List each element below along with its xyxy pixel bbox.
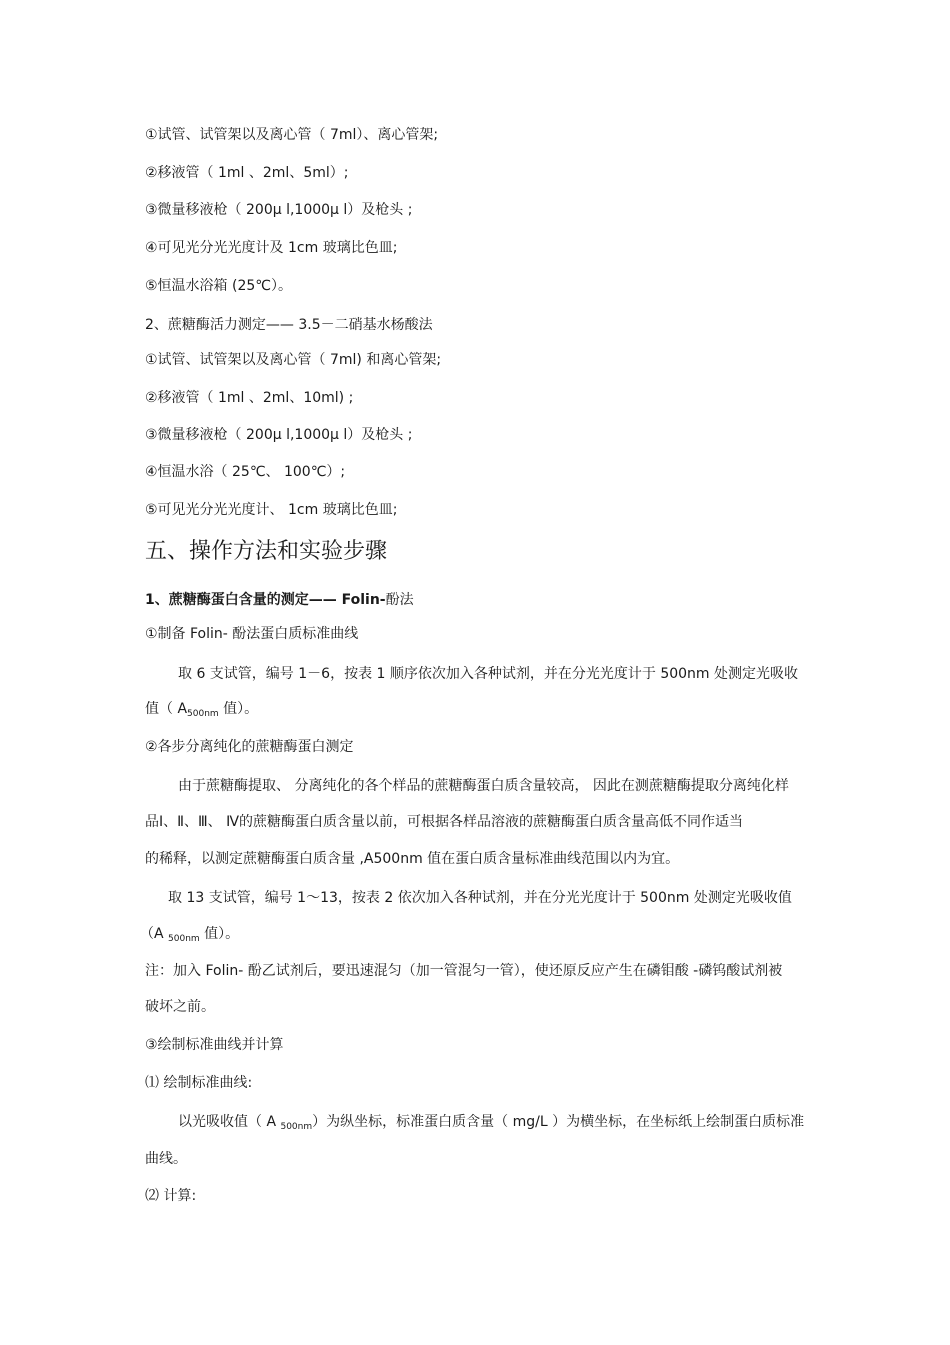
step-2-p2-line-2-sub: 500nm bbox=[168, 934, 200, 944]
step-3-1-title: ⑴ 绘制标准曲线: bbox=[145, 1075, 253, 1091]
list1-item-5: ⑤恒温水浴箱 (25℃）。 bbox=[145, 278, 292, 294]
step-2-paragraph-line-3: 的稀释，以测定蔗糖酶蛋白质含量 ,A500nm 值在蛋白质含量标准曲线范围以内为宜。 bbox=[145, 851, 680, 867]
list2-item-4: ④恒温水浴（ 25℃、 100℃）; bbox=[145, 464, 346, 480]
subsection-1-prefix: 1、蔗糖酶蛋白含量的测定—— bbox=[145, 592, 342, 608]
step-2-paragraph2-line-2 bbox=[140, 924, 239, 944]
step-2-title: ②各步分离纯化的蔗糖酶蛋白测定 bbox=[145, 739, 354, 755]
step-2-p2-line-2-pre: （A bbox=[140, 926, 169, 942]
step-3-1-paragraph-line-2: 曲线。 bbox=[145, 1151, 187, 1167]
step-2-paragraph-line-2: 品Ⅰ、Ⅱ、Ⅲ、 Ⅳ的蔗糖酶蛋白质含量以前，可根据各样品溶液的蔗糖酶蛋白质含量高低不同作适当 bbox=[145, 814, 744, 830]
step-2-p2-line-2-post: 值）。 bbox=[199, 926, 240, 942]
step-3-2-title: ⑵ 计算: bbox=[145, 1188, 197, 1204]
step-3-title: ③绘制标准曲线并计算 bbox=[145, 1037, 284, 1053]
list1-item-2: ②移液管（ 1ml 、2ml、5ml）; bbox=[145, 165, 349, 181]
note-line-1: 注：加入 Folin- 酚乙试剂后，要迅速混匀（加一管混匀一管），使还原反应产生在磷钼酸 -磷钨酸试剂被 bbox=[145, 963, 783, 979]
step-1-title: ①制备 Folin- 酚法蛋白质标准曲线 bbox=[145, 626, 359, 642]
list2-item-1: ①试管、试管架以及离心管（ 7ml) 和离心管架; bbox=[145, 352, 442, 368]
step-2-paragraph2-line-1: 取 13 支试管，编号 1～13，按表 2 依次加入各种试剂，并在分光光度计于 500nm 处测定光吸收值 bbox=[168, 890, 792, 906]
section-2-title: 2、蔗糖酶活力测定—— 3.5－二硝基水杨酸法 bbox=[145, 317, 433, 333]
list2-item-2: ②移液管（ 1ml 、2ml、10ml) ; bbox=[145, 390, 354, 406]
list1-item-3: ③微量移液枪（ 200μ l,1000μ l）及枪头 ; bbox=[145, 202, 413, 218]
step-1-line-2-sub: 500nm bbox=[187, 709, 219, 719]
step-1-line-2-post: 值）。 bbox=[218, 701, 259, 717]
step-2-paragraph-line-1: 由于蔗糖酶提取、 分离纯化的各个样品的蔗糖酶蛋白质含量较高， 因此在测蔗糖酶提取分离纯化样 bbox=[178, 778, 789, 794]
list2-item-3: ③微量移液枪（ 200μ l,1000μ l）及枪头 ; bbox=[145, 427, 413, 443]
step-1-paragraph-line-1: 取 6 支试管，编号 1－6，按表 1 顺序依次加入各种试剂，并在分光光度计于 500nm 处测定光吸收 bbox=[178, 666, 799, 682]
section-5-heading: 五、操作方法和实验步骤 bbox=[145, 539, 388, 564]
note-line-2: 破坏之前。 bbox=[145, 999, 215, 1015]
step-3-1-line-1-post: ）为纵坐标，标准蛋白质含量（ mg/L ）为横坐标，在坐标纸上绘制蛋白质标准 bbox=[312, 1114, 805, 1130]
list2-item-5: ⑤可见光分光光度计、 1cm 玻璃比色皿; bbox=[145, 502, 398, 518]
step-1-line-2-pre: 值（ A bbox=[145, 701, 188, 717]
subsection-1-title bbox=[145, 590, 414, 610]
list1-item-4: ④可见光分光光度计及 1cm 玻璃比色皿; bbox=[145, 240, 398, 256]
step-3-1-line-1-pre: 以光吸收值（ A bbox=[178, 1114, 281, 1130]
step-3-1-line-1-sub: 500nm bbox=[280, 1122, 313, 1132]
step-1-paragraph-line-2 bbox=[145, 699, 258, 719]
list1-item-1: ①试管、试管架以及离心管（ 7ml）、离心管架; bbox=[145, 127, 439, 143]
step-3-1-paragraph-line-1 bbox=[178, 1112, 804, 1132]
subsection-1-suffix: 酚法 bbox=[385, 592, 414, 608]
subsection-1-bold: Folin- bbox=[341, 592, 386, 608]
